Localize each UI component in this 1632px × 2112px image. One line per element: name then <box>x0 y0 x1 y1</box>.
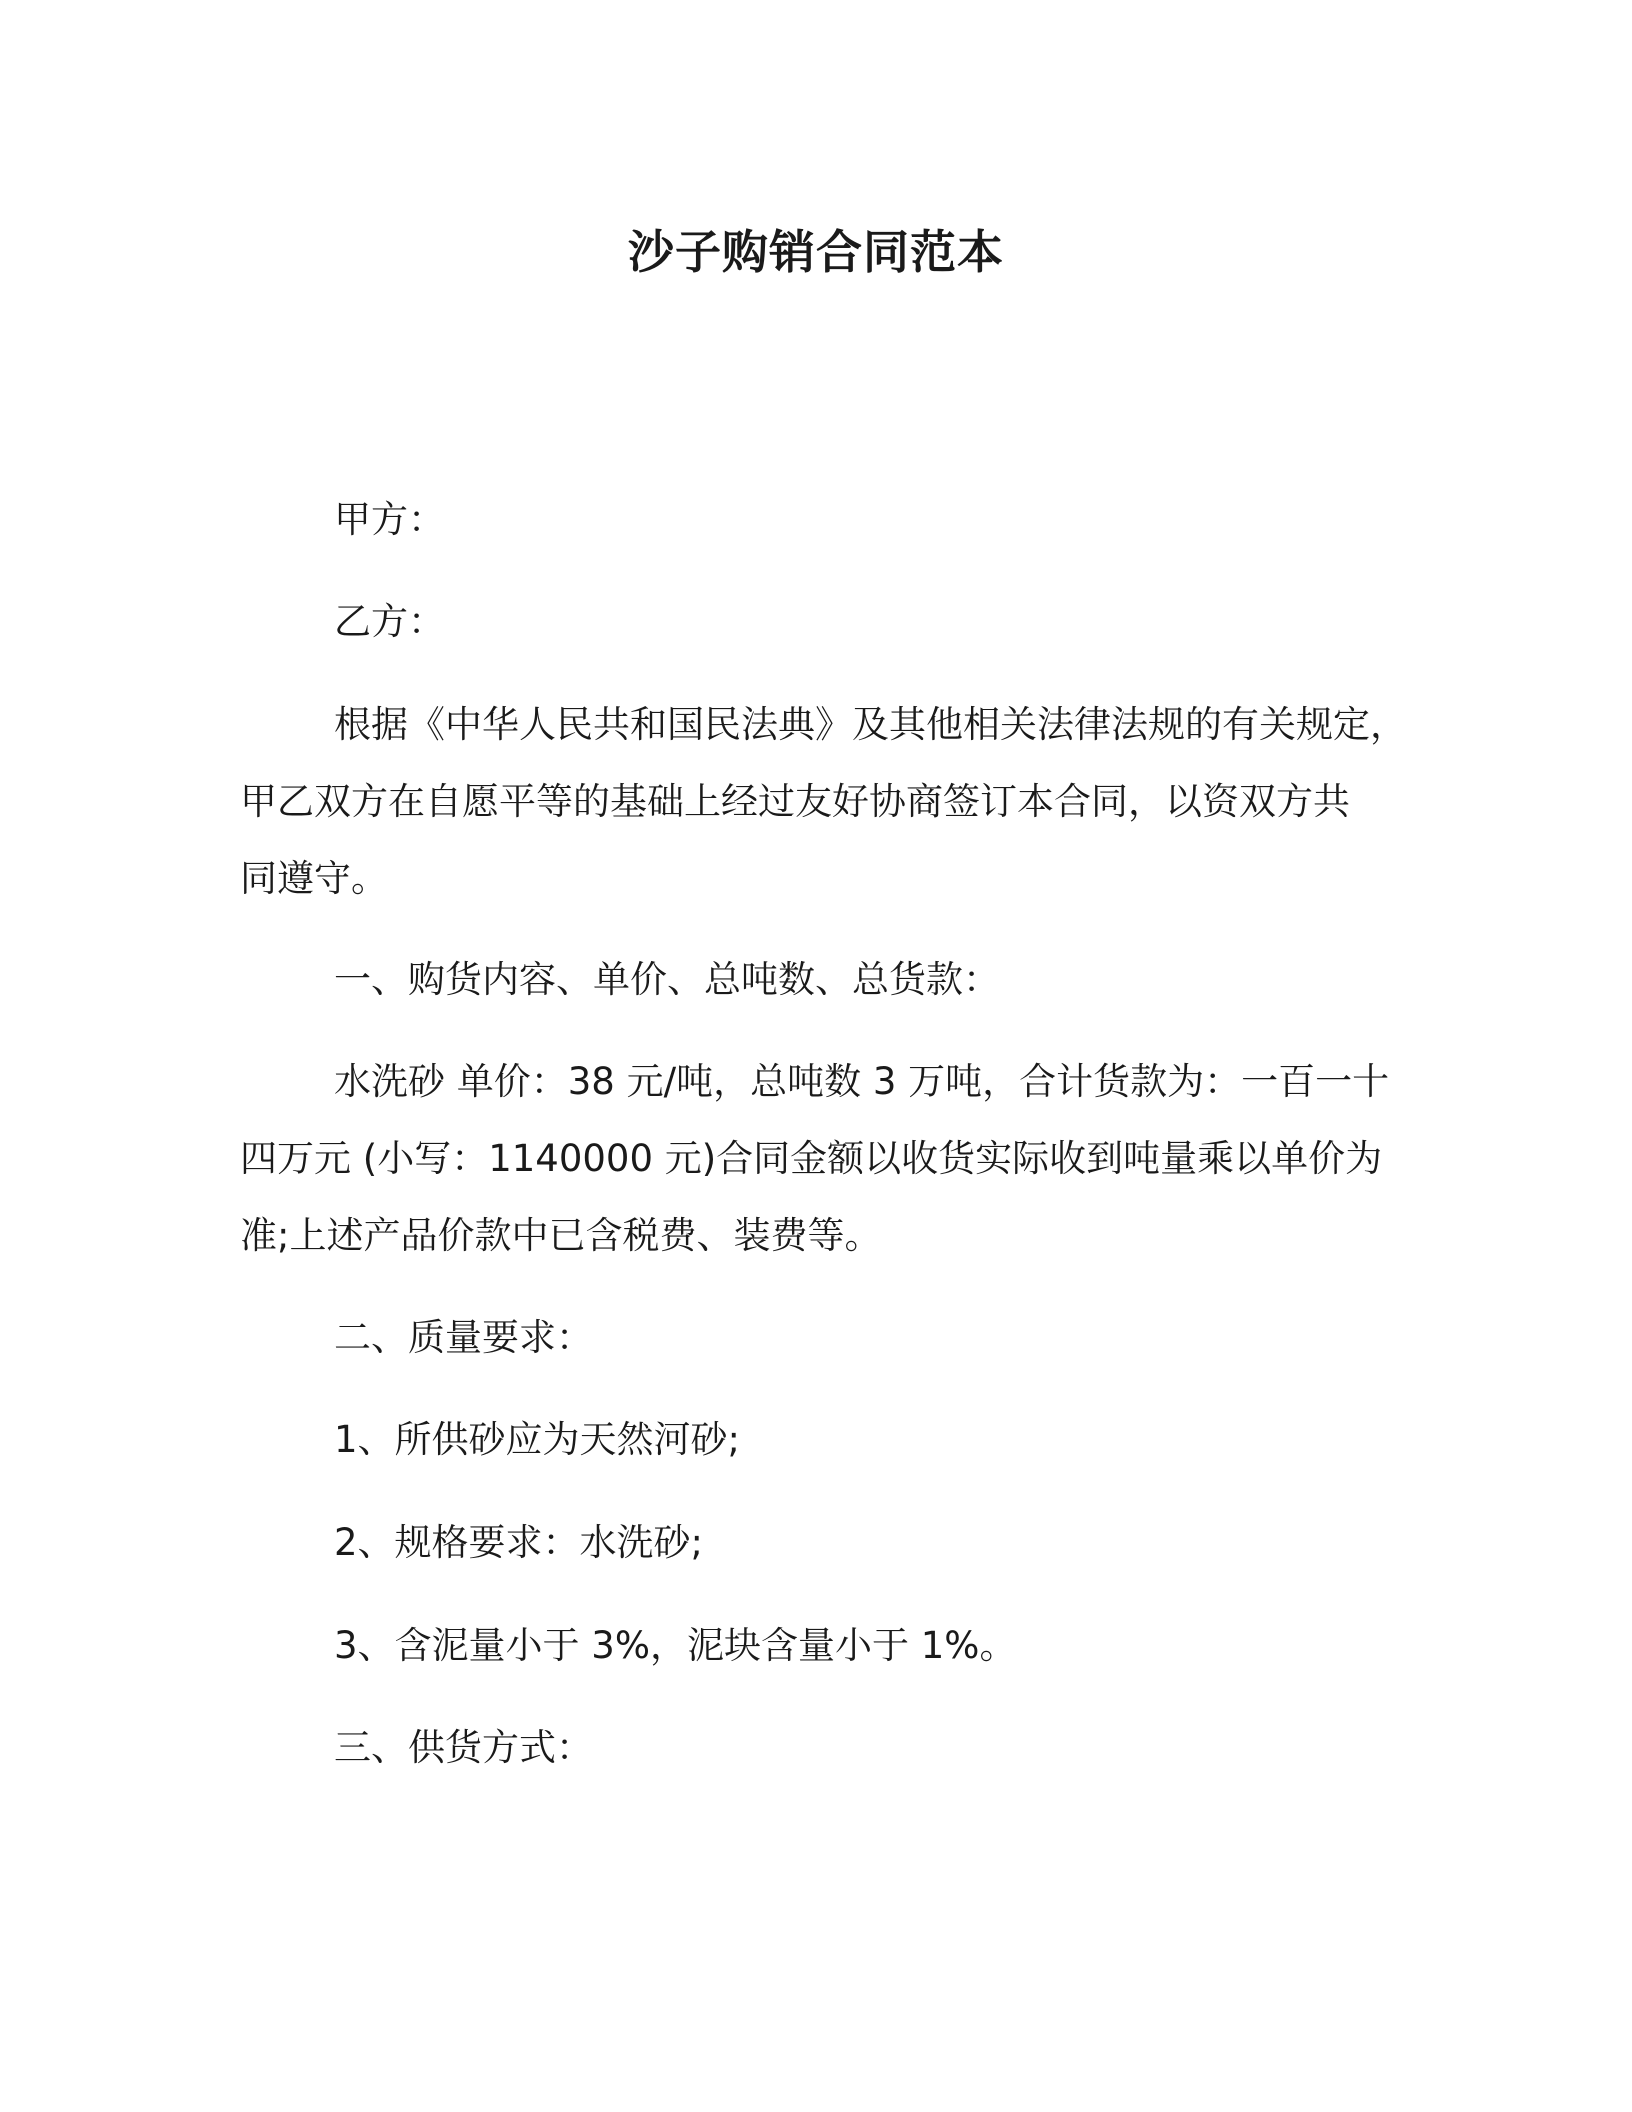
party-a-label: 甲方： <box>334 498 445 541</box>
section-2-heading: 二、质量要求： <box>334 1316 593 1359</box>
section-1-heading: 一、购货内容、单价、总吨数、总货款： <box>334 958 1000 1001</box>
intro-line-3: 同遵守。 <box>240 857 388 900</box>
intro-line-1: 根据《中华人民共和国民法典》及其他相关法律法规的有关规定， <box>334 703 1407 746</box>
section-2-item-2: 2、规格要求：水洗砂; <box>334 1521 704 1564</box>
section-3-heading: 三、供货方式： <box>334 1726 593 1769</box>
section-1-line-3: 准;上述产品价款中已含税费、装费等。 <box>240 1214 882 1257</box>
section-2-item-3: 3、含泥量小于 3%，泥块含量小于 1%。 <box>334 1624 1017 1667</box>
document-title: 沙子购销合同范本 <box>628 225 1004 279</box>
intro-line-2: 甲乙双方在自愿平等的基础上经过友好协商签订本合同，以资双方共 <box>240 780 1350 823</box>
section-1-line-2: 四万元 (小写：1140000 元)合同金额以收货实际收到吨量乘以单价为 <box>240 1137 1383 1180</box>
section-2-item-1: 1、所供砂应为天然河砂; <box>334 1418 741 1461</box>
party-b-label: 乙方： <box>334 600 445 643</box>
section-1-line-1: 水洗砂 单价：38 元/吨，总吨数 3 万吨，合计货款为：一百一十 <box>334 1060 1390 1103</box>
